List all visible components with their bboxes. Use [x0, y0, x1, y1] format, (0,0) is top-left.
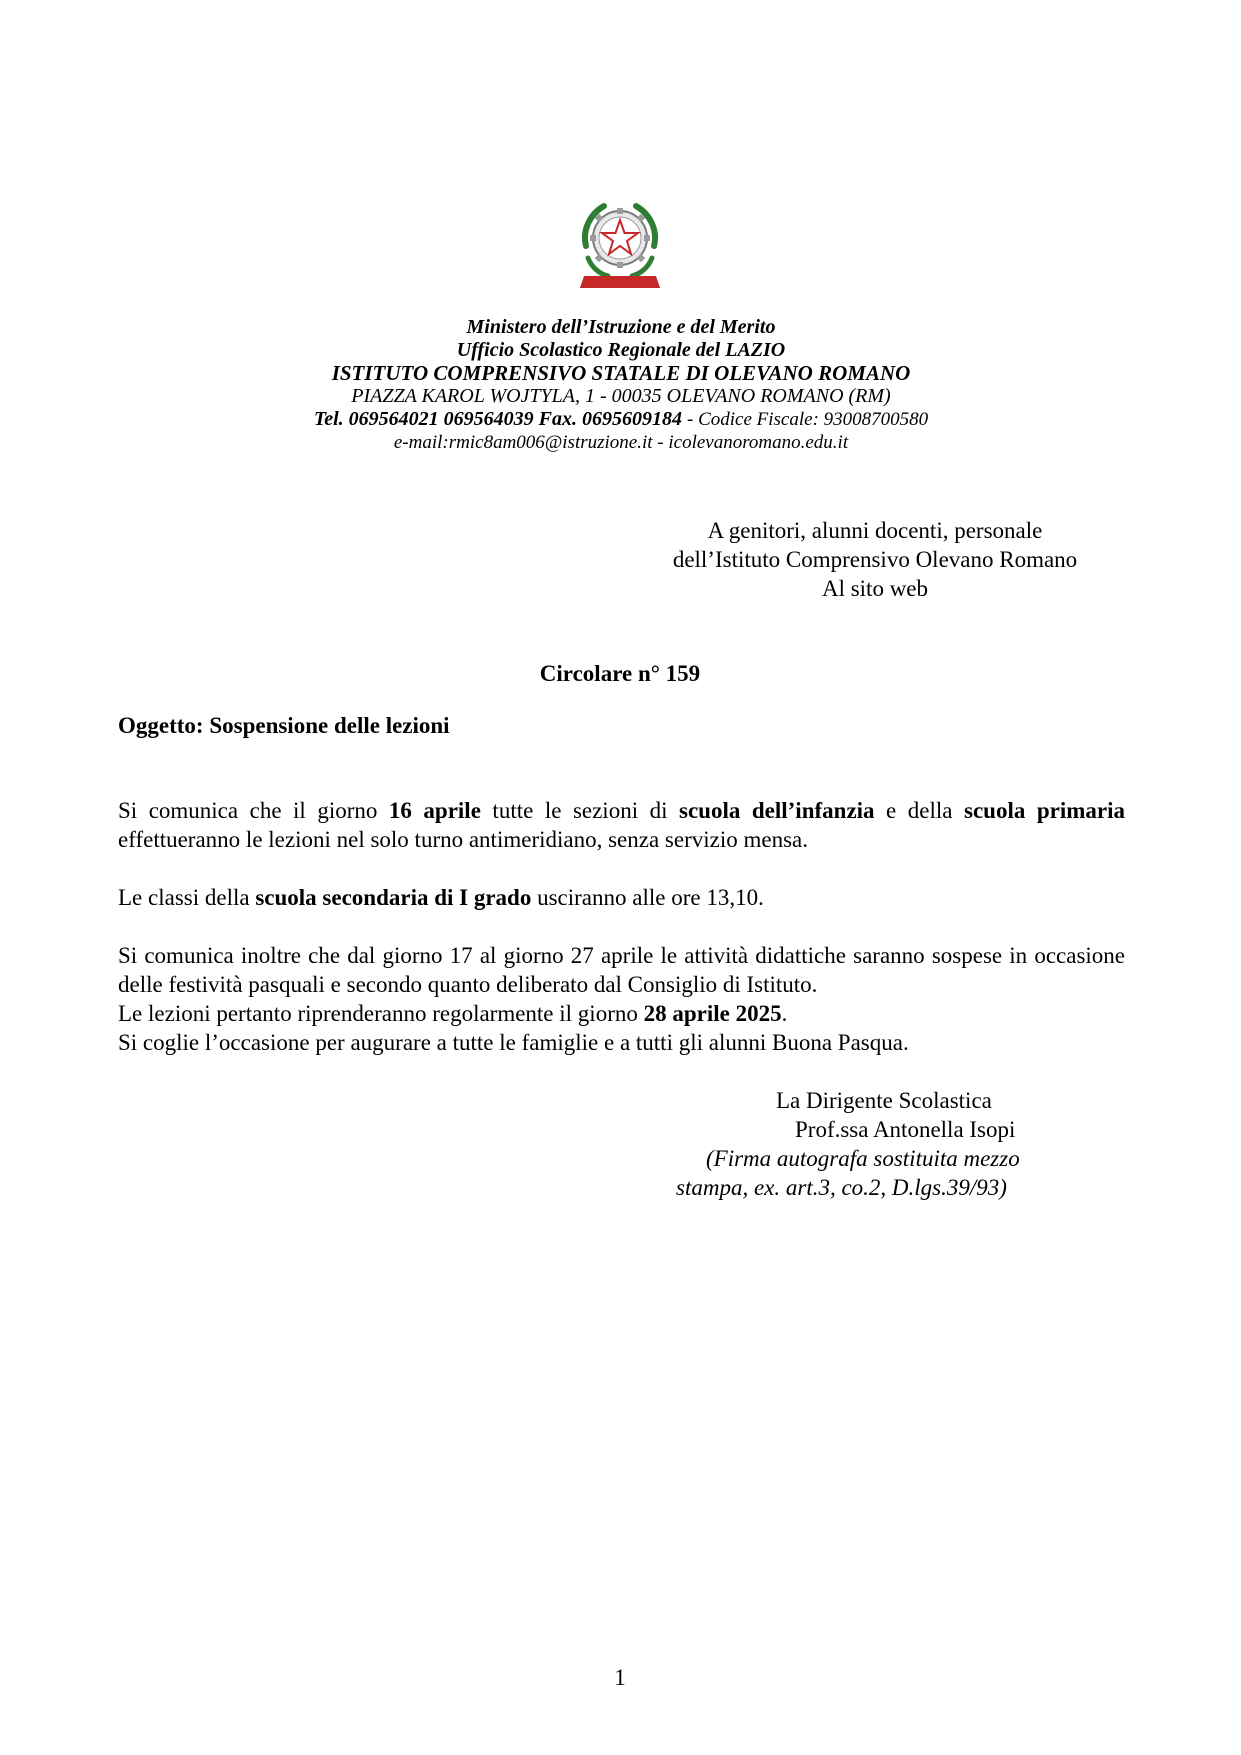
institute-address: PIAZZA KAROL WOJTYLA, 1 - 00035 OLEVANO ROMANO (RM)	[351, 385, 891, 407]
recipients-line-2: dell’Istituto Comprensivo Olevano Romano	[672, 547, 1078, 572]
phone-fax-numbers: Tel. 069564021 069564039 Fax. 0695609184	[313, 408, 682, 430]
school-level-highlight: scuola secondaria di I grado	[255, 885, 532, 910]
text-span: .	[781, 1001, 788, 1026]
recipients-line-1: A genitori, alunni docenti, personale	[707, 518, 1043, 543]
circular-title: Circolare n° 159	[539, 661, 701, 686]
text-span: tutte le sezioni di	[480, 798, 680, 823]
emblem-graphic	[576, 196, 664, 296]
text-span: e della	[874, 798, 964, 823]
paragraph-greetings: Si coglie l’occasione per augurare a tutte le famiglie e a tutti gli alunni Buona Pasqua.	[118, 1030, 909, 1055]
recipients-block	[640, 516, 1110, 603]
school-level-highlight: scuola primaria	[964, 798, 1126, 823]
ministry-name: Ministero dell’Istruzione e del Merito	[466, 316, 776, 338]
email-website: e-mail:rmic8am006@istruzione.it - icolevanoromano.edu.it	[393, 432, 849, 453]
text-span: Le classi della	[118, 885, 256, 910]
date-highlight: 28 aprile 2025	[643, 1001, 782, 1026]
subject-line: Oggetto: Sospensione delle lezioni	[118, 713, 450, 738]
text-span: effettueranno le lezioni nel solo turno antimeridiano, senza servizio mensa.	[118, 827, 808, 852]
paragraph-secondary-exit	[118, 883, 1125, 912]
regional-office: Ufficio Scolastico Regionale del LAZIO	[456, 339, 786, 361]
institute-name: ISTITUTO COMPRENSIVO STATALE DI OLEVANO ROMANO	[331, 361, 911, 385]
paragraph-resume	[118, 999, 1125, 1028]
school-level-highlight: scuola dell’infanzia	[679, 798, 875, 823]
date-highlight: 16 aprile	[388, 798, 481, 823]
signature-note-line-2: stampa, ex. art.3, co.2, D.lgs.39/93)	[676, 1175, 1007, 1200]
paragraph-lesson-shift	[118, 796, 1125, 854]
recipients-line-3: Al sito web	[821, 576, 929, 601]
signature-block	[660, 1086, 1120, 1202]
page-number: 1	[614, 1665, 626, 1690]
signature-note-line-1: (Firma autografa sostituita mezzo	[706, 1146, 1020, 1171]
fiscal-code: - Codice Fiscale: 93008700580	[687, 409, 929, 430]
text-span: Le lezioni pertanto riprenderanno regolarmente il giorno	[118, 1001, 644, 1026]
text-span: usciranno alle ore 13,10.	[531, 885, 764, 910]
signatory-role: La Dirigente Scolastica	[776, 1088, 992, 1113]
circular-body	[118, 796, 1125, 1057]
text-span: Si comunica che il giorno	[118, 798, 389, 823]
letterhead	[240, 316, 1002, 454]
republic-emblem-icon	[576, 196, 664, 296]
paragraph-suspension: Si comunica inoltre che dal giorno 17 al giorno 27 aprile le attività didattiche saranno sospese in occasione delle festività pasquali e secondo quanto deliberato dal Consiglio di Istituto.	[118, 943, 1125, 997]
contact-line	[240, 408, 1002, 431]
signatory-name: Prof.ssa Antonella Isopi	[795, 1117, 1016, 1142]
